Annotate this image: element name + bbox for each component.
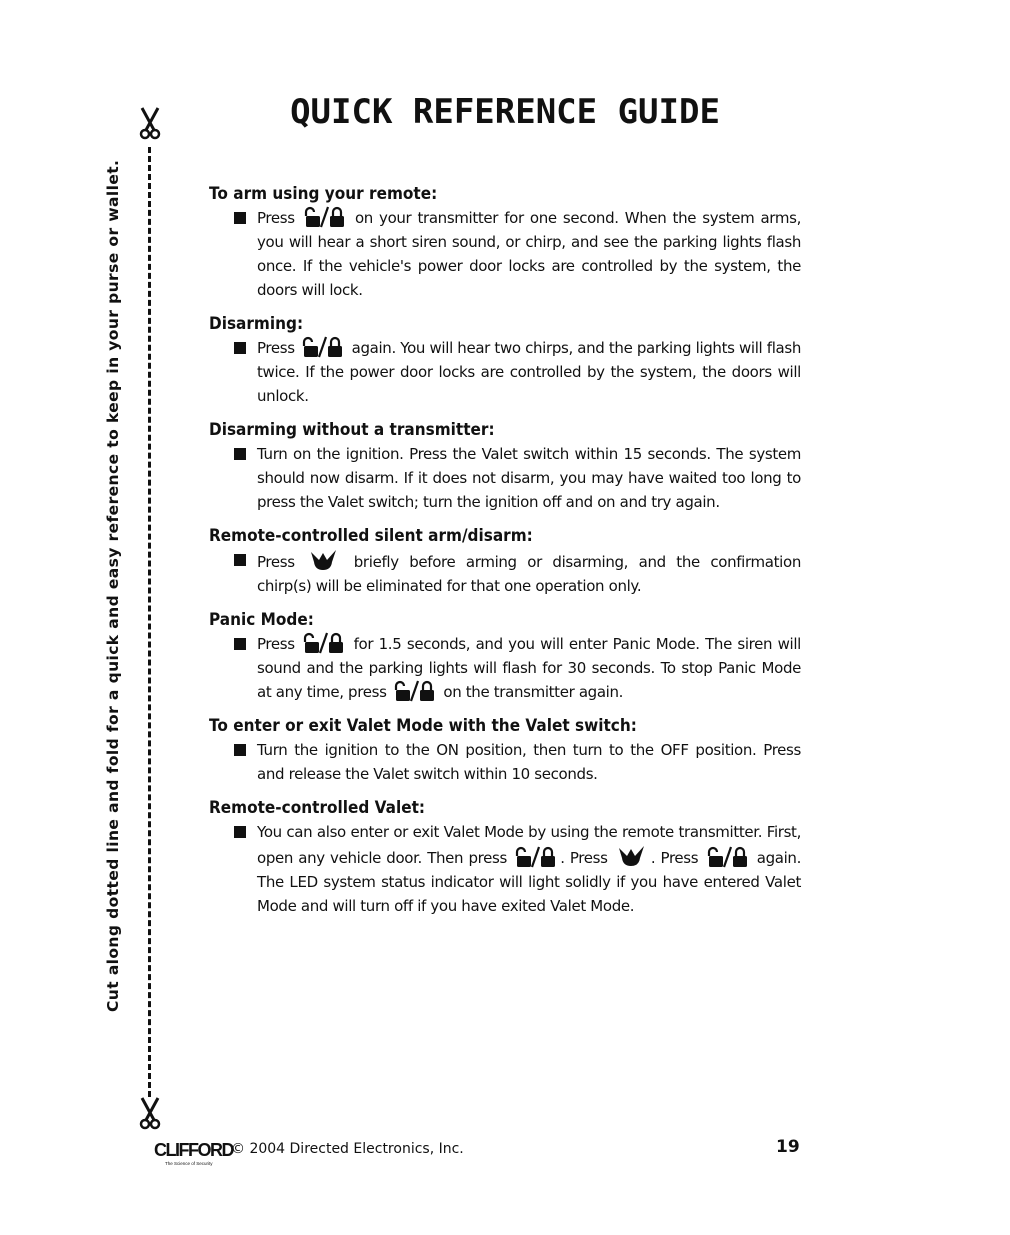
section-heading: To enter or exit Valet Mode with the Valet switch: [209,716,637,736]
silent-bird-icon [309,548,339,572]
section-text: You can also enter or exit Valet Mode by using the remote transmitter. First, open any vehicle door. Then press . Press . Press again. The LED system status indicator will light solidly if you have entered Valet Mode and will turn off if you have exited Valet Mode. [257,823,801,915]
section-heading: Remote-controlled silent arm/disarm: [209,526,533,546]
clifford-logo [154,1139,233,1167]
copyright-text: © 2004 Directed Electronics, Inc. [231,1141,464,1157]
guide-content [209,182,801,928]
bullet-icon [234,448,246,460]
bullet-icon [234,554,246,566]
bullet-icon [234,342,246,354]
section-text: Press again. You will hear two chirps, and the parking lights will flash twice. If the power door locks are controlled by the system, the doors will unlock. [257,336,801,408]
section-heading: Remote-controlled Valet: [209,798,426,818]
lock-unlock-icon [304,632,344,654]
section-text: Press for 1.5 seconds, and you will enter Panic Mode. The siren will sound and the parking lights will flash for 30 seconds. To stop Panic Mode at any time, press on the transmitter again. [257,632,801,704]
section-remote-valet [209,796,801,918]
lock-unlock-icon [516,846,556,868]
bullet-icon [234,826,246,838]
lock-unlock-icon [395,680,435,702]
section-disarm [209,312,801,408]
section-text: Press on your transmitter for one second. When the system arms, you will hear a short siren sound, or chirp, and see the parking lights flash once. If the vehicle's power door locks are controlled by the system, the doors will lock. [257,206,801,302]
section-heading: Disarming without a transmitter: [209,420,495,440]
scissors-icon [138,1096,162,1130]
silent-bird-icon [617,844,647,868]
section-panic [209,608,801,704]
bullet-icon [234,638,246,650]
cut-line [148,147,151,1097]
section-text: Turn on the ignition. Press the Valet switch within 15 seconds. The system should now disarm. If it does not disarm, you may have waited too long to press the Valet switch; turn the ignition off and on and try again. [257,445,801,511]
cut-instruction: Cut along dotted line and fold for a quick and easy reference to keep in your purse or wallet. [104,159,122,1012]
bullet-icon [234,212,246,224]
section-silent [209,524,801,598]
lock-unlock-icon [305,206,345,228]
svg-text:CLIFFORD: CLIFFORD [154,1140,233,1160]
svg-text:The Science of Security: The Science of Security [165,1161,213,1166]
section-text: Turn the ignition to the ON position, then turn to the OFF position. Press and release the Valet switch within 10 seconds. [257,741,801,783]
section-heading: Panic Mode: [209,610,314,630]
section-heading: Disarming: [209,314,304,334]
lock-unlock-icon [708,846,748,868]
section-text: Press briefly before arming or disarming, and the confirmation chirp(s) will be eliminated for that one operation only. [257,548,801,598]
page-number: 19 [776,1137,800,1157]
section-arm [209,182,801,302]
page-title: QUICK REFERENCE GUIDE [290,92,720,132]
section-heading: To arm using your remote: [209,184,438,204]
section-valet-switch [209,714,801,786]
bullet-icon [234,744,246,756]
section-disarm-no-transmitter [209,418,801,514]
lock-unlock-icon [303,336,343,358]
